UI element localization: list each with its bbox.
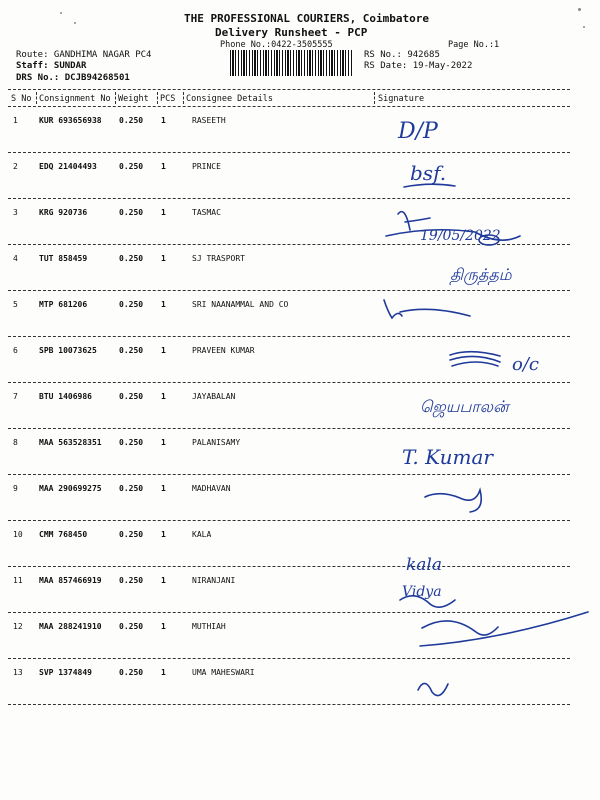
row-weight: 0.250 xyxy=(119,254,144,263)
row-weight: 0.250 xyxy=(119,622,144,631)
signature-row-8: T. Kumar xyxy=(402,445,493,469)
rs-number: RS No.: 942685 xyxy=(364,50,440,60)
row-consignee: MADHAVAN xyxy=(192,484,231,493)
col-sno: S No xyxy=(11,94,32,104)
row-pcs: 1 xyxy=(161,208,166,217)
row-pcs: 1 xyxy=(161,438,166,447)
signature-row-11: Vidya xyxy=(402,584,442,600)
row-weight: 0.250 xyxy=(119,346,144,355)
signature-row-3-date: 19/05/2022 xyxy=(420,228,501,244)
row-pcs: 1 xyxy=(161,392,166,401)
row-sno: 1 xyxy=(13,116,18,125)
row-consignment-no: TUT 858459 xyxy=(39,254,88,263)
phone-number: Phone No.:0422-3505555 xyxy=(220,40,333,50)
row-sno: 4 xyxy=(13,254,18,263)
row-sno: 10 xyxy=(13,530,23,539)
row-weight: 0.250 xyxy=(119,668,144,677)
col-consignee: Consignee Details xyxy=(186,94,273,104)
row-consignee: PALANISAMY xyxy=(192,438,241,447)
signature-row-6: o/c xyxy=(512,354,539,375)
row-consignment-no: MAA 288241910 xyxy=(39,622,102,631)
row-weight: 0.250 xyxy=(119,438,144,447)
row-consignee: PRAVEEN KUMAR xyxy=(192,346,255,355)
row-consignee: JAYABALAN xyxy=(192,392,236,401)
row-weight: 0.250 xyxy=(119,162,144,171)
row-pcs: 1 xyxy=(161,622,166,631)
row-consignee: KALA xyxy=(192,530,212,539)
row-pcs: 1 xyxy=(161,346,166,355)
row-consignment-no: MAA 857466919 xyxy=(39,576,102,585)
row-consignment-no: CMM 768450 xyxy=(39,530,88,539)
page-number: Page No.:1 xyxy=(448,40,500,50)
row-consignment-no: MAA 563528351 xyxy=(39,438,102,447)
row-sno: 9 xyxy=(13,484,18,493)
row-pcs: 1 xyxy=(161,484,166,493)
row-consignment-no: SVP 1374849 xyxy=(39,668,92,677)
row-consignment-no: KRG 920736 xyxy=(39,208,88,217)
row-consignee: RASEETH xyxy=(192,116,226,125)
row-sno: 6 xyxy=(13,346,18,355)
signature-row-10: kala xyxy=(406,555,443,575)
row-pcs: 1 xyxy=(161,668,166,677)
row-consignment-no: MTP 681206 xyxy=(39,300,88,309)
signature-row-7: ஜெயபாலன் xyxy=(420,397,509,416)
row-consignee: MUTHIAH xyxy=(192,622,226,631)
col-weight: Weight xyxy=(118,94,149,104)
signature-row-1: D/P xyxy=(398,119,438,144)
row-pcs: 1 xyxy=(161,162,166,171)
row-consignment-no: KUR 693656938 xyxy=(39,116,102,125)
row-consignee: PRINCE xyxy=(192,162,221,171)
row-pcs: 1 xyxy=(161,116,166,125)
row-consignee: UMA MAHESWARI xyxy=(192,668,255,677)
company-title: THE PROFESSIONAL COURIERS, Coimbatore xyxy=(184,12,430,25)
signature-row-4: திருத்தம் xyxy=(450,265,512,284)
row-weight: 0.250 xyxy=(119,300,144,309)
row-consignee: SRI NAANAMMAL AND CO xyxy=(192,300,289,309)
row-consignee: NIRANJANI xyxy=(192,576,236,585)
col-consignment: Consignment No xyxy=(39,94,111,104)
rs-date: RS Date: 19-May-2022 xyxy=(364,61,473,71)
row-sno: 11 xyxy=(13,576,23,585)
row-weight: 0.250 xyxy=(119,392,144,401)
row-pcs: 1 xyxy=(161,576,166,585)
row-pcs: 1 xyxy=(161,300,166,309)
row-consignee: TASMAC xyxy=(192,208,221,217)
col-pcs: PCS xyxy=(160,94,176,104)
row-consignment-no: SPB 10073625 xyxy=(39,346,97,355)
col-signature: Signature xyxy=(378,94,425,104)
row-sno: 2 xyxy=(13,162,18,171)
row-weight: 0.250 xyxy=(119,208,144,217)
row-sno: 3 xyxy=(13,208,18,217)
row-sno: 8 xyxy=(13,438,18,447)
row-weight: 0.250 xyxy=(119,116,144,125)
row-weight: 0.250 xyxy=(119,530,144,539)
row-weight: 0.250 xyxy=(119,484,144,493)
row-consignment-no: EDQ 21404493 xyxy=(39,162,97,171)
row-sno: 5 xyxy=(13,300,18,309)
signature-row-2: bsf. xyxy=(410,161,447,185)
row-weight: 0.250 xyxy=(119,576,144,585)
row-sno: 7 xyxy=(13,392,18,401)
row-consignment-no: BTU 1406986 xyxy=(39,392,92,401)
row-sno: 13 xyxy=(13,668,23,677)
staff-label: Staff: SUNDAR xyxy=(16,61,87,71)
route-label: Route: GANDHIMA NAGAR PC4 xyxy=(16,50,152,60)
row-pcs: 1 xyxy=(161,530,166,539)
drs-number: DRS No.: DCJB94268501 xyxy=(16,73,130,83)
row-consignment-no: MAA 290699275 xyxy=(39,484,102,493)
document-subtitle: Delivery Runsheet - PCP xyxy=(215,26,368,39)
row-pcs: 1 xyxy=(161,254,166,263)
row-consignee: SJ TRASPORT xyxy=(192,254,245,263)
row-sno: 12 xyxy=(13,622,23,631)
